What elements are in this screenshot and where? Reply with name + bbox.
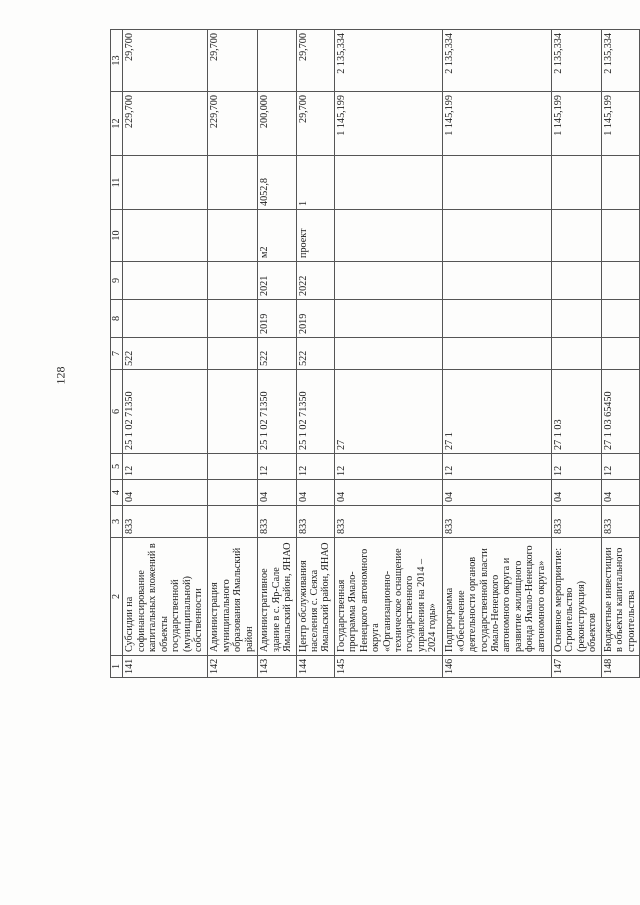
col-header: 5	[111, 454, 123, 480]
col-header: 10	[111, 210, 123, 262]
cell-c9	[334, 262, 442, 300]
cell-c10	[334, 210, 442, 262]
cell-c12: 229,700	[123, 92, 208, 156]
cell-c6: 25 1 02 71350	[123, 370, 208, 454]
row-number: 142	[208, 656, 258, 678]
cell-c10	[443, 210, 551, 262]
cell-c11	[123, 156, 208, 210]
cell-c7: 522	[296, 338, 334, 370]
cell-c6: 27 1 03	[551, 370, 601, 454]
cell-c8	[601, 300, 639, 338]
cell-c12: 29,700	[296, 92, 334, 156]
row-name: Государственная программа Ямало-Ненецкого автономного округа «Организационно-техническое оснащение государственного управления на 2014 – 2024 годы»	[334, 538, 442, 656]
rotated-table-wrapper	[110, 30, 640, 678]
cell-c12: 1 145,199	[334, 92, 442, 156]
cell-c9	[443, 262, 551, 300]
row-name: Центр обслуживания населения с. Сеяха Ямальский район, ЯНАО	[296, 538, 334, 656]
cell-c4: 04	[334, 480, 442, 506]
cell-c12: 1 145,199	[601, 92, 639, 156]
cell-c7: 522	[258, 338, 296, 370]
cell-c13: 29,700	[296, 30, 334, 92]
cell-c3: 833	[123, 506, 208, 538]
cell-c13: 29,700	[123, 30, 208, 92]
cell-c3: 833	[258, 506, 296, 538]
table-row	[208, 30, 258, 678]
cell-c13: 2 135,334	[443, 30, 551, 92]
cell-c9	[123, 262, 208, 300]
row-number: 147	[551, 656, 601, 678]
col-header: 9	[111, 262, 123, 300]
table-row	[601, 30, 639, 678]
table-row	[258, 30, 296, 678]
cell-c5: 12	[601, 454, 639, 480]
cell-c13	[258, 30, 296, 92]
cell-c7	[334, 338, 442, 370]
cell-c7	[551, 338, 601, 370]
budget-table	[110, 29, 640, 678]
table-row	[123, 30, 208, 678]
cell-c10	[601, 210, 639, 262]
cell-c5	[208, 454, 258, 480]
header-row	[111, 30, 123, 678]
row-number: 148	[601, 656, 639, 678]
col-header: 2	[111, 538, 123, 656]
table-body	[123, 30, 640, 678]
cell-c11	[208, 156, 258, 210]
cell-c9: 2022	[296, 262, 334, 300]
cell-c13: 2 135,334	[334, 30, 442, 92]
table-row	[334, 30, 442, 678]
cell-c10	[551, 210, 601, 262]
cell-c5: 12	[296, 454, 334, 480]
row-number: 144	[296, 656, 334, 678]
cell-c7	[601, 338, 639, 370]
col-header: 8	[111, 300, 123, 338]
row-name: Подпрограмма «Обеспечение деятельности органов государственной власти Ямало-Ненецкого автономного округа и развитие жилищного фонда Ямало-Ненецкого автономного округа»	[443, 538, 551, 656]
cell-c8: 2019	[296, 300, 334, 338]
cell-c5: 12	[334, 454, 442, 480]
col-header: 13	[111, 30, 123, 92]
cell-c11	[551, 156, 601, 210]
cell-c13: 2 135,334	[601, 30, 639, 92]
cell-c4: 04	[601, 480, 639, 506]
cell-c7	[443, 338, 551, 370]
cell-c4: 04	[123, 480, 208, 506]
cell-c7: 522	[123, 338, 208, 370]
cell-c6: 25 1 02 71350	[258, 370, 296, 454]
cell-c10	[123, 210, 208, 262]
cell-c3: 833	[601, 506, 639, 538]
col-header: 4	[111, 480, 123, 506]
cell-c3: 833	[334, 506, 442, 538]
cell-c11	[334, 156, 442, 210]
cell-c4: 04	[258, 480, 296, 506]
cell-c8: 2019	[258, 300, 296, 338]
cell-c6: 25 1 02 71350	[296, 370, 334, 454]
cell-c10	[208, 210, 258, 262]
row-name: Основное мероприятие: Строительство (реконструкция) объектов	[551, 538, 601, 656]
row-number: 141	[123, 656, 208, 678]
cell-c10: проект	[296, 210, 334, 262]
col-header: 7	[111, 338, 123, 370]
cell-c9	[601, 262, 639, 300]
cell-c9	[551, 262, 601, 300]
cell-c5: 12	[123, 454, 208, 480]
table-row	[296, 30, 334, 678]
cell-c9	[208, 262, 258, 300]
cell-c11: 4052,8	[258, 156, 296, 210]
cell-c13: 29,700	[208, 30, 258, 92]
col-header: 11	[111, 156, 123, 210]
cell-c13: 2 135,334	[551, 30, 601, 92]
cell-c4: 04	[296, 480, 334, 506]
cell-c12: 1 145,199	[443, 92, 551, 156]
row-number: 145	[334, 656, 442, 678]
cell-c3: 833	[443, 506, 551, 538]
page-number: 128	[53, 366, 68, 385]
cell-c6	[208, 370, 258, 454]
cell-c3: 833	[551, 506, 601, 538]
cell-c12: 1 145,199	[551, 92, 601, 156]
table-row	[443, 30, 551, 678]
cell-c6: 27	[334, 370, 442, 454]
row-name: Административное здание в с. Яр-Сале Ямальский район, ЯНАО	[258, 538, 296, 656]
col-header: 12	[111, 92, 123, 156]
cell-c8	[443, 300, 551, 338]
cell-c11	[601, 156, 639, 210]
cell-c5: 12	[551, 454, 601, 480]
cell-c8	[551, 300, 601, 338]
cell-c4	[208, 480, 258, 506]
row-name: Бюджетные инвестиции в объекты капитального строительства	[601, 538, 639, 656]
cell-c4: 04	[443, 480, 551, 506]
cell-c12: 200,000	[258, 92, 296, 156]
cell-c8	[208, 300, 258, 338]
table-row	[551, 30, 601, 678]
row-name: Субсидии на софинансирование капитальных вложений в объекты государственной (муниципальной) собственности	[123, 538, 208, 656]
cell-c9: 2021	[258, 262, 296, 300]
col-header: 3	[111, 506, 123, 538]
cell-c5: 12	[443, 454, 551, 480]
col-header: 6	[111, 370, 123, 454]
cell-c7	[208, 338, 258, 370]
cell-c3: 833	[296, 506, 334, 538]
row-name: Администрация муниципального образования Ямальский район	[208, 538, 258, 656]
cell-c6: 27 1	[443, 370, 551, 454]
cell-c6: 27 1 03 65450	[601, 370, 639, 454]
col-header: 1	[111, 656, 123, 678]
cell-c12: 229,700	[208, 92, 258, 156]
cell-c10: м2	[258, 210, 296, 262]
cell-c8	[334, 300, 442, 338]
row-number: 143	[258, 656, 296, 678]
cell-c8	[123, 300, 208, 338]
cell-c11	[443, 156, 551, 210]
cell-c3	[208, 506, 258, 538]
cell-c5: 12	[258, 454, 296, 480]
row-number: 146	[443, 656, 551, 678]
cell-c4: 04	[551, 480, 601, 506]
cell-c11: 1	[296, 156, 334, 210]
